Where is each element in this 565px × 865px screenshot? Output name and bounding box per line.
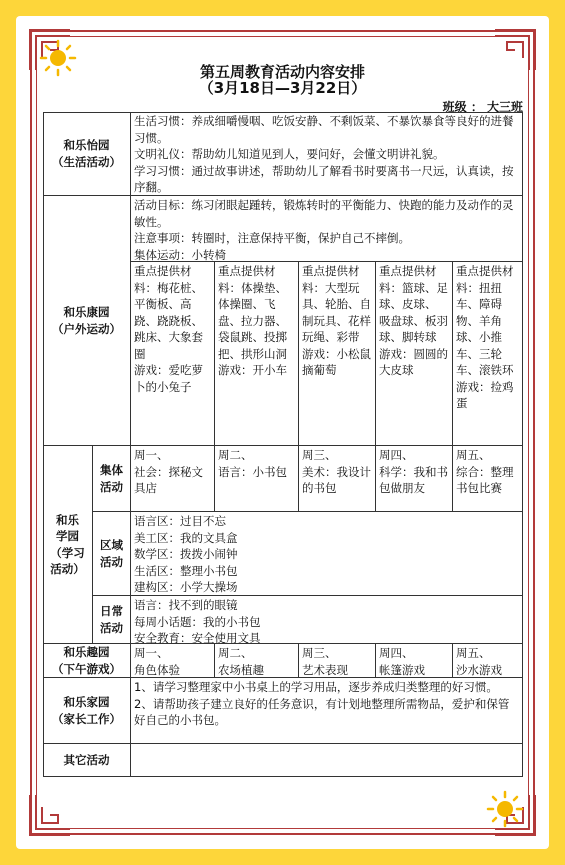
- row-label-study: 和乐 学园 （学习 活动）: [43, 446, 93, 644]
- other-content: [131, 744, 523, 777]
- study-group-day-3: 周三、 美术：我设计的书包: [299, 446, 376, 512]
- outdoor-day-5: 重点提供材料：扭扭车、障碍物、羊角球、小推车、三轮车、滚铁环 游戏：捡鸡蛋: [453, 262, 523, 446]
- outdoor-day-4: 重点提供材料：篮球、足球、皮球、 吸盘球、板羽球、脚转球 游戏：圆圆的大皮球: [376, 262, 453, 446]
- sun-icon: [485, 789, 525, 829]
- study-area-content: 语言区：过目不忘 美工区：我的文具盒 数学区：拨拨小闹钟 生活区：整理小书包 建构区：小学大操场: [131, 512, 523, 596]
- study-group-day-4: 周四、 科学：我和书包做朋友: [376, 446, 453, 512]
- outdoor-day-1: 重点提供材料：梅花桩、平衡板、高跷、跷跷板、跳床、大象套圈 游戏：爱吃萝卜的小兔子: [131, 262, 215, 446]
- row-label-other: 其它活动: [43, 744, 131, 777]
- row-label-outdoor: 和乐康园 （户外运动）: [43, 196, 131, 446]
- outdoor-day-3: 重点提供材料：大型玩具、轮胎、自制玩具、花样玩绳、彩带 游戏：小松鼠摘葡萄: [299, 262, 376, 446]
- fun-day-2: 周二、 农场植趣: [215, 644, 299, 678]
- corner-ornament-icon: [28, 793, 72, 837]
- life-content: 生活习惯：养成细嚼慢咽、吃饭安静、不剩饭菜、不暴饮暴食等良好的进餐习惯。 文明礼仪：帮助幼儿知道见到人，要问好，会懂文明讲礼貌。 学习习惯：通过故事讲述，帮助幼儿了解看书时要离书一尺远，认真读，按序翻。: [131, 112, 523, 196]
- fun-day-5: 周五、 沙水游戏: [453, 644, 523, 678]
- outdoor-day-2: 重点提供材料：体操垫、 体操圈、飞盘、拉力器、袋鼠跳、投掷把、拱形山洞 游戏：开小车: [215, 262, 299, 446]
- row-label-family: 和乐家园 （家长工作）: [43, 678, 131, 744]
- study-group-day-5: 周五、 综合：整理书包比赛: [453, 446, 523, 512]
- schedule-table: [43, 112, 523, 777]
- study-group-day-1: 周一、 社会：探秘文具店: [131, 446, 215, 512]
- study-group-day-2: 周二、 语言：小书包: [215, 446, 299, 512]
- fun-day-3: 周三、 艺术表现: [299, 644, 376, 678]
- study-daily-content: 语言：找不到的眼镜 每周小话题：我的小书包 安全教育：安全使用文具: [131, 596, 523, 644]
- fun-day-1: 周一、 角色体验: [131, 644, 215, 678]
- study-area-label: 区域 活动: [93, 512, 131, 596]
- document-title: 第五周教育活动内容安排: [199, 63, 365, 81]
- family-content: 1、请学习整理家中小书桌上的学习用品，逐步养成归类整理的好习惯。 2、请帮助孩子建立良好的任务意识，有计划地整理所需物品，爱护和保管好自己的小书包。: [131, 678, 523, 744]
- row-label-life: 和乐怡园 （生活活动）: [43, 112, 131, 196]
- class-label: 班级 ： 大三班: [442, 100, 523, 114]
- row-label-fun: 和乐趣园 （下午游戏）: [43, 644, 131, 678]
- study-daily-label: 日常 活动: [93, 596, 131, 644]
- outdoor-goal: 活动目标：练习闭眼起踵转，锻炼转时的平衡能力、快跑的能力及动作的灵敏性。 注意事项：转圈时，注意保持平衡，保护自己不摔倒。 集体运动：小转椅: [131, 196, 523, 262]
- study-group-label: 集体 活动: [93, 446, 131, 512]
- fun-day-4: 周四、 帐篷游戏: [376, 644, 453, 678]
- document-subtitle-dates: （3月18日—3月22日）: [198, 79, 367, 97]
